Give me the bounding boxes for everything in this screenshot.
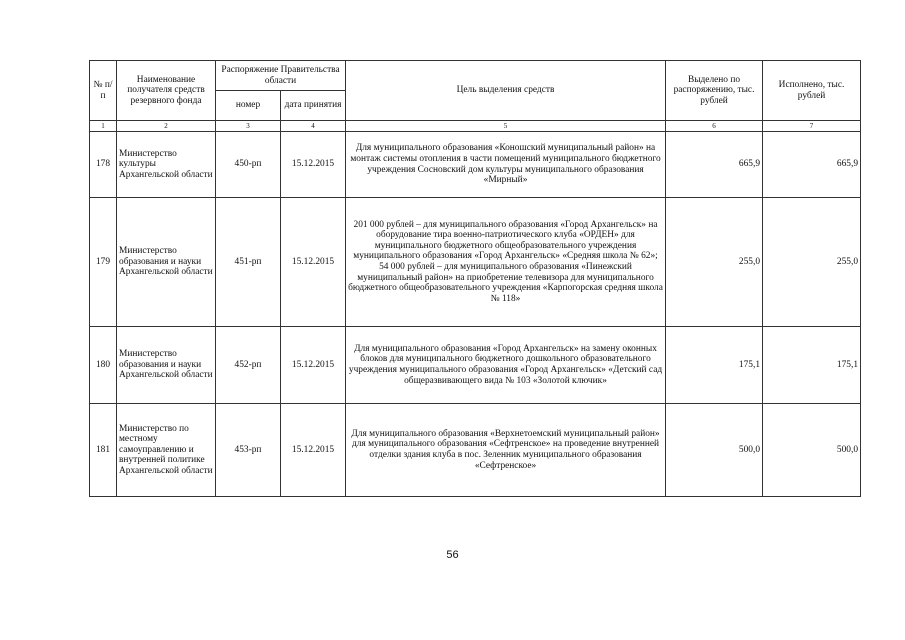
row-order-number: 451-рп [216,198,281,327]
row-allocated: 665,9 [666,132,763,198]
header-no: № п/п [90,61,117,121]
row-purpose: Для муниципального образования «Коношский муниципальный район» на монтаж системы отопления в части помещений муниципального бюджетного учреждения Сосновский дом культуры муниципального образования «Мирный» [346,132,666,198]
row-order-date: 15.12.2015 [281,198,346,327]
page-number: 56 [446,549,459,561]
column-numbers-row [90,121,861,132]
row-number: 178 [90,132,117,198]
row-purpose: Для муниципального образования «Верхнетоемский муниципальный район» для муниципального образования «Сефтренское» на проведение внутренней отделки здания клуба в пос. Зеленник муниципального образования «Сефтренское» [346,404,666,497]
header-order-group: Распоряжение Правительства области [216,61,346,91]
column-number: 6 [666,121,763,132]
row-allocated: 175,1 [666,327,763,404]
row-allocated: 255,0 [666,198,763,327]
row-order-date: 15.12.2015 [281,327,346,404]
column-number: 5 [346,121,666,132]
column-number: 2 [117,121,216,132]
row-number: 180 [90,327,117,404]
row-executed: 175,1 [763,327,861,404]
row-executed: 665,9 [763,132,861,198]
row-executed: 255,0 [763,198,861,327]
table-row [90,198,861,327]
row-recipient: Министерство образования и науки Архангельской области [117,198,216,327]
row-recipient: Министерство по местному самоуправлению и внутренней политике Архангельской области [117,404,216,497]
row-order-date: 15.12.2015 [281,132,346,198]
row-number: 181 [90,404,117,497]
row-order-date: 15.12.2015 [281,404,346,497]
row-executed: 500,0 [763,404,861,497]
column-number: 1 [90,121,117,132]
row-order-number: 453-рп [216,404,281,497]
row-allocated: 500,0 [666,404,763,497]
header-recipient: Наименование получателя средств резервного фонда [117,61,216,121]
row-order-number: 450-рп [216,132,281,198]
table-row [90,404,861,497]
row-number: 179 [90,198,117,327]
report-table [89,60,861,497]
row-purpose: Для муниципального образования «Город Архангельск» на замену оконных блоков для муниципального бюджетного дошкольного образовательного учреждения муниципального образования «Город Архангельск» «Детский сад общеразвивающего вида № 103 «Золотой ключик» [346,327,666,404]
row-order-number: 452-рп [216,327,281,404]
column-number: 3 [216,121,281,132]
header-allocated: Выделено по распоряжению, тыс. рублей [666,61,763,121]
header-purpose: Цель выделения средств [346,61,666,121]
header-executed: Исполнено, тыс. рублей [763,61,861,121]
row-recipient: Министерство культуры Архангельской области [117,132,216,198]
column-number: 7 [763,121,861,132]
table-row [90,132,861,198]
row-purpose: 201 000 рублей – для муниципального образования «Город Архангельск» на оборудование тира военно-патриотического клуба «ОРДЕН» для муниципального бюджетного общеобразовательного учреждения муниципального образования «Город Архангельск» «Средняя школа № 62»; 54 000 рублей – для муниципального образования «Пинежский муниципальный район» на приобретение телевизора для муниципального бюджетного общеобразовательного учреждения «Карпогорская средняя школа № 118» [346,198,666,327]
header-order-date: дата принятия [281,91,346,121]
column-number: 4 [281,121,346,132]
table-row [90,327,861,404]
row-recipient: Министерство образования и науки Архангельской области [117,327,216,404]
header-order-number: номер [216,91,281,121]
header-row-1 [90,61,861,91]
